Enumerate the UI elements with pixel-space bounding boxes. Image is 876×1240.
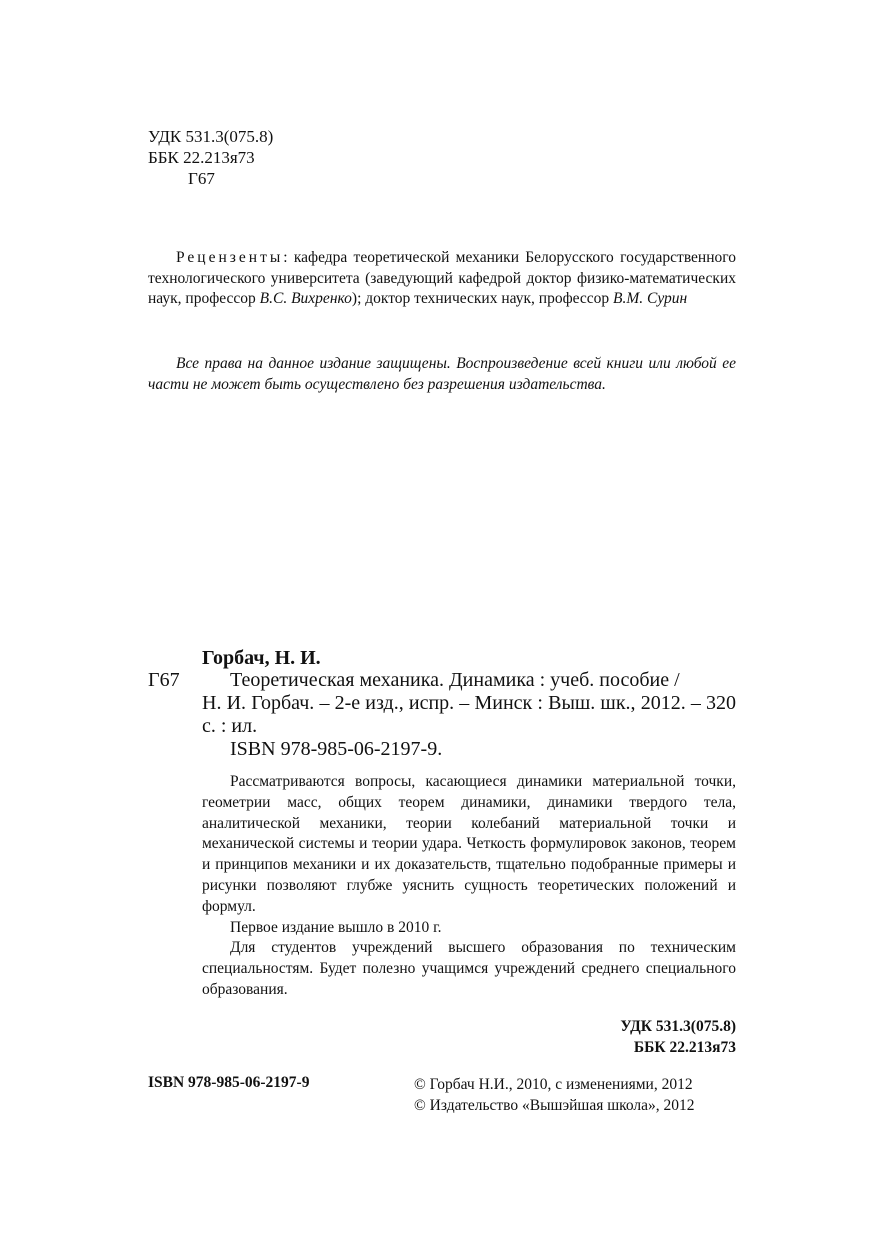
copyright-notices (414, 1074, 695, 1116)
annotation-paragraph-3: Для студентов учреждений высшего образования по техническим специальностям. Будет полезно учащимся учреждений среднего специального образования. (202, 939, 736, 998)
catalog-continuation: Н. И. Горбач. – 2-е изд., испр. – Минск : Выш. шк., 2012. – 320 с. : ил. (202, 692, 736, 737)
reviewer-name-1: В.С. Вихренко (259, 290, 352, 307)
catalog-author: Горбач, Н. И. (202, 647, 321, 669)
reviewers-text: : кафедра теоретической механики Белорусского государственного технологического университета (заведующий кафедрой доктор физико-математических наук, профессор (148, 249, 736, 307)
reviewers-paragraph (148, 248, 736, 310)
annotation-paragraph-1: Рассматриваются вопросы, касающиеся динамики материальной точки, геометрии масс, общих теорем динамики, динамики твердого тела, аналитической механики, теории колебаний материальной точки и механической системы и теории удара. Четкость формулировок законов, теорем и принципов механики и их доказательств, тщательно подобранные примеры и рисунки позволяют глубже уяснить сущность теоретических положений и формул. (202, 773, 736, 915)
bottom-udk: УДК 531.3(075.8) (620, 1018, 736, 1035)
catalog-code: Г67 (148, 669, 180, 691)
copyright-publisher: © Издательство «Вышэйшая школа», 2012 (414, 1097, 695, 1114)
copyright-author: © Горбач Н.И., 2010, с изменениями, 2012 (414, 1076, 693, 1093)
author-mark: Г67 (188, 169, 215, 188)
reviewer-name-2: В.М. Сурин (613, 290, 688, 307)
bottom-bbk: ББК 22.213я73 (633, 1039, 736, 1056)
reviewers-label: Рецензенты (176, 249, 284, 266)
catalog-isbn: ISBN 978-985-06-2197-9. (230, 738, 443, 760)
reviewers-text-2: ); доктор технических наук, профессор (351, 290, 614, 307)
rights-notice: Все права на данное издание защищены. Воспроизведение всей книги или любой ее части не может быть осуществлено без разрешения издательства. (148, 355, 736, 393)
udk-code: УДК 531.3(075.8) (148, 127, 274, 146)
bbk-code: ББК 22.213я73 (148, 148, 255, 167)
catalog-title-line: Теоретическая механика. Динамика : учеб. пособие / (230, 669, 680, 691)
annotation-paragraph-2: Первое издание вышло в 2010 г. (230, 918, 442, 936)
isbn-bottom: ISBN 978-985-06-2197-9 (148, 1074, 310, 1091)
bottom-classification-codes (620, 1016, 736, 1058)
top-classification-codes (148, 126, 273, 189)
annotation (202, 772, 736, 1001)
